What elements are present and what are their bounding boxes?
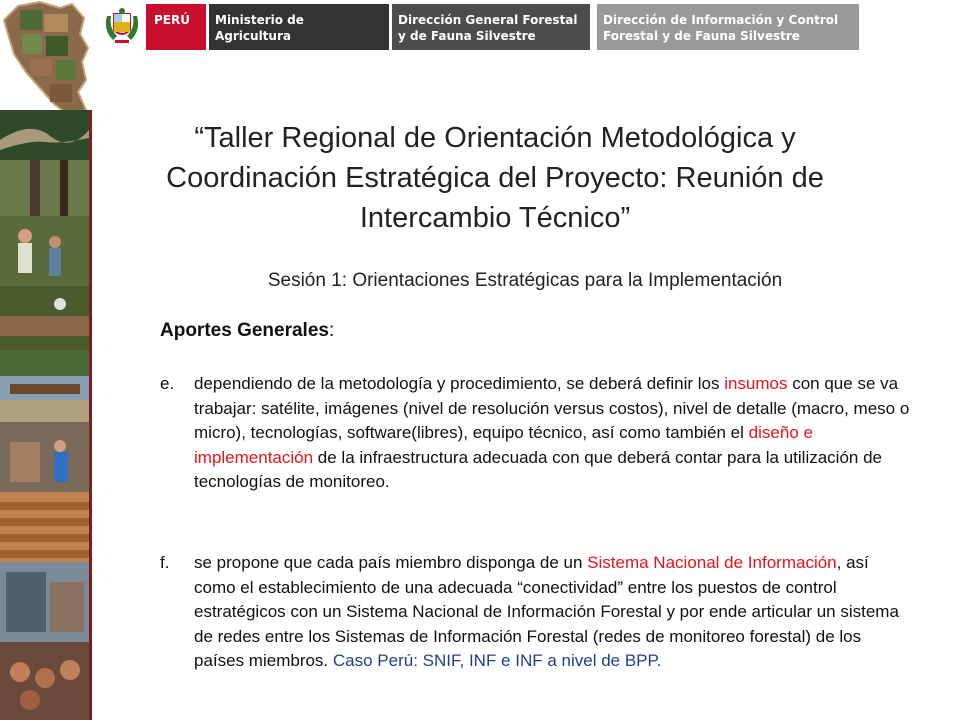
item-f-text-2: , así como el establecimiento de una adecuada “conectividad” entre los puestos de control estratégicos con un Sistema Nacional de Información Forestal y por ende articular un sistema de redes entre los Sistemas de Información Forestal (redes de monitoreo forestal) de los países miembros. [194,553,899,670]
slide-title: “Taller Regional de Orientación Metodológica y Coordinación Estratégica del Proyecto: Reunión de Intercambio Técnico” [166,122,824,234]
header-country-label: PERÚ [154,13,190,27]
list-item-marker: e. [160,374,175,393]
logging-photo [0,286,89,350]
header-dicffs [597,4,859,50]
list-item-marker: f. [160,553,170,572]
forest-photo [0,160,89,216]
list-item-body [194,551,914,674]
lumber-stack-photo [0,492,89,562]
item-e-text-2: con que se va trabajar: satélite, imágenes (nivel de resolución versus costos), nivel de detalle (macro, meso o micro), tecnologías, software(libres), equipo técnico, así como también el [194,374,910,442]
river-barge-photo [0,350,89,422]
photo-strip [0,110,92,720]
header-ministry-label: Ministerio de Agricultura [215,13,304,43]
container-photo [0,562,89,642]
header-dicffs-label: Dirección de Información y Control Forestal y de Fauna Silvestre [603,13,839,43]
section-heading-label: Aportes Generales [160,320,329,341]
item-e-highlight-diseno: diseño e implementación [194,423,813,467]
header-ministry [209,4,389,50]
item-f-caso-peru: Caso Perú: SNIF, INF e INF a nivel de BPP. [332,651,662,670]
item-e-text-3: de la infraestructura adecuada con que deberá contar para la utilización de tecnologías de monitoreo. [194,447,882,491]
section-heading-colon: : [328,320,335,341]
item-e-text-1: dependiendo de la metodología y procedimiento, se deberá definir los [194,374,725,393]
session-subtitle: Sesión 1: Orientaciones Estratégicas para la Implementación [267,270,783,291]
header-dgffs-label: Dirección General Forestal y de Fauna Silvestre [398,13,578,43]
section-heading [160,320,334,342]
list-item-body [194,372,914,495]
header-country [146,4,206,50]
workers-photo [0,216,89,286]
peru-map-logo [0,0,92,118]
item-e-highlight-insumos: insumos [724,374,788,393]
river-photo [0,110,89,160]
wood-pile-photo [0,642,89,720]
header-dgffs [392,4,590,50]
peru-coat-of-arms-icon [103,6,141,46]
checkpoint-photo [0,422,89,492]
item-f-highlight-sistema: Sistema Nacional de Información [587,553,837,572]
item-f-text-1: se propone que cada país miembro disponga de un [194,553,588,572]
